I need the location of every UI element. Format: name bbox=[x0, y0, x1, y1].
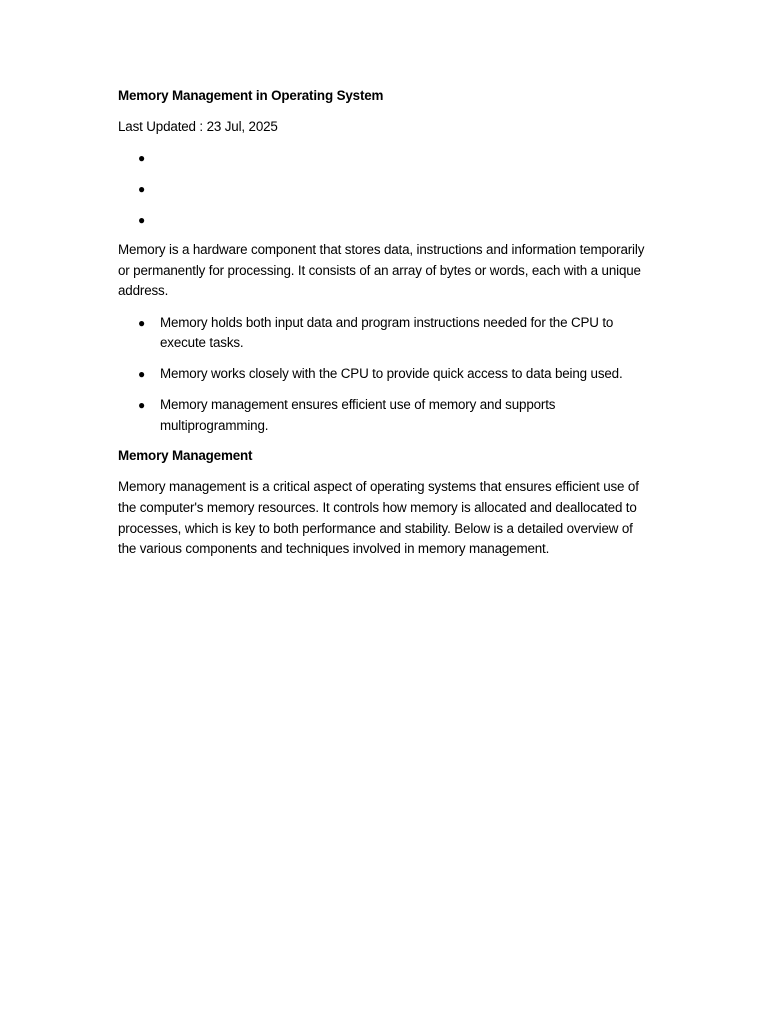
empty-bullet-list bbox=[118, 148, 648, 230]
list-item bbox=[118, 210, 648, 231]
section-paragraph: Memory management is a critical aspect of operating systems that ensures efficient use of the computer's memory resources. It controls how memory is allocated and deallocated to processes, which is key to both performance and stability. Below is a detailed overview of the various components and techniques involved in memory management. bbox=[118, 479, 639, 557]
bullet-icon: ● bbox=[138, 397, 146, 412]
section-heading: Memory Management bbox=[118, 448, 253, 464]
document-page bbox=[118, 86, 648, 570]
bullet-icon: ● bbox=[138, 367, 146, 382]
list-item-text: Memory works closely with the CPU to provide quick access to data being used. bbox=[160, 366, 623, 382]
list-item bbox=[118, 395, 648, 436]
list-item-text: Memory holds both input data and program instructions needed for the CPU to execute tasks. bbox=[160, 314, 614, 351]
list-item bbox=[118, 313, 648, 354]
list-item bbox=[118, 179, 648, 200]
intro-bullet-list bbox=[118, 313, 648, 437]
last-updated: Last Updated : 23 Jul, 2025 bbox=[118, 119, 278, 135]
list-item-text: Memory management ensures efficient use of memory and supports multiprogramming. bbox=[160, 396, 556, 433]
bullet-icon: ● bbox=[138, 212, 146, 227]
intro-paragraph: Memory is a hardware component that stores data, instructions and information temporarily or permanently for processing. It consists of an array of bytes or words, each with a unique address. bbox=[118, 242, 645, 299]
bullet-icon: ● bbox=[138, 181, 146, 196]
list-item bbox=[118, 364, 648, 385]
bullet-icon: ● bbox=[138, 315, 146, 330]
list-item bbox=[118, 148, 648, 169]
document-title: Memory Management in Operating System bbox=[118, 88, 384, 103]
bullet-icon: ● bbox=[138, 151, 146, 166]
